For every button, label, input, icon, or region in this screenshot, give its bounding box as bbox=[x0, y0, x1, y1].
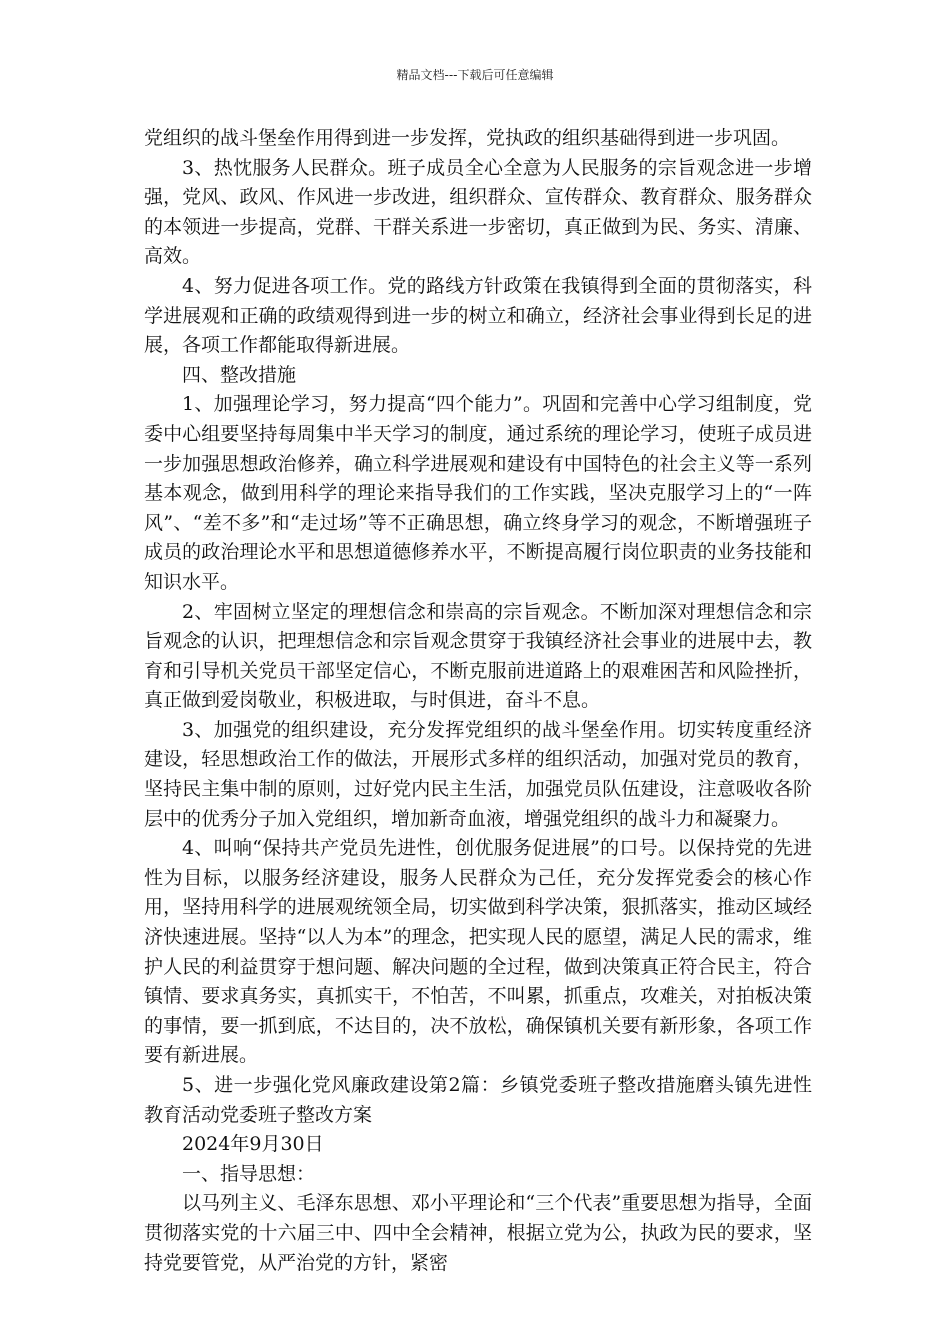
date-line: 2024年9月30日 bbox=[182, 1133, 324, 1156]
section-heading-guiding-thought: 一、指导思想： bbox=[182, 1162, 316, 1185]
paragraph-3: 4、努力促进各项工作。党的路线方针政策在我镇得到全面的贯彻落实，科学进展观和正确的政绩观得到进一步的树立和确立，经济社会事业得到长足的进展，各项工作都能取得新进展。 bbox=[144, 274, 812, 357]
paragraph-6: 2、牢固树立坚定的理想信念和崇高的宗旨观念。不断加深对理想信念和宗旨观念的认识，把理想信念和宗旨观念贯穿于我镇经济社会事业的进展中去，教育和引导机关党员干部坚定信心，不断克服前进道路上的艰难困苦和风险挫折，真正做到爱岗敬业，积极进取，与时俱进，奋斗不息。 bbox=[144, 600, 812, 712]
page-header: 精品文档---下载后可任意编辑 bbox=[396, 68, 554, 82]
paragraph-1: 党组织的战斗堡垒作用得到进一步发挥，党执政的组织基础得到进一步巩固。 bbox=[144, 127, 791, 149]
document-body bbox=[144, 124, 812, 1278]
section-heading-rectification: 四、整改措施 bbox=[182, 363, 297, 386]
paragraph-2: 3、热忱服务人民群众。班子成员全心全意为人民服务的宗旨观念进一步增强，党风、政风、作风进一步改进，组织群众、宣传群众、教育群众、服务群众的本领进一步提高，党群、干群关系进一步密切，真正做到为民、务实、清廉、高效。 bbox=[144, 156, 812, 268]
paragraph-9: 5、进一步强化党风廉政建设第2篇：乡镇党委班子整改措施磨头镇先进性教育活动党委班子整改方案 bbox=[144, 1074, 812, 1126]
paragraph-7: 3、加强党的组织建设，充分发挥党组织的战斗堡垒作用。切实转度重经济建设，轻思想政治工作的做法，开展形式多样的组织活动，加强对党员的教育，坚持民主集中制的原则，过好党内民主生活，加强党员队伍建设，注意吸收各阶层中的优秀分子加入党组织，增加新奇血液，增强党组织的战斗力和凝聚力。 bbox=[144, 718, 812, 830]
paragraph-8: 4、叫响“保持共产党员先进性，创优服务促进展”的口号。以保持党的先进性为目标，以服务经济建设，服务人民群众为己任，充分发挥党委会的核心作用，坚持用科学的进展观统领全局，切实做到科学决策，狠抓落实，推动区域经济快速进展。坚持“以人为本”的理念，把实现人民的愿望，满足人民的需求，维护人民的利益贯穿于想问题、解决问题的全过程，做到决策真正符合民主，符合镇情、要求真务实，真抓实干，不怕苦，不叫累，抓重点，攻难关，对拍板决策的事情，要一抓到底，不达目的，决不放松，确保镇机关要有新形象，各项工作要有新进展。 bbox=[144, 837, 812, 1067]
paragraph-12: 以马列主义、毛泽东思想、邓小平理论和“三个代表”重要思想为指导，全面贯彻落实党的十六届三中、四中全会精神，根据立党为公，执政为民的要求，坚持党要管党，从严治党的方针，紧密 bbox=[144, 1192, 812, 1274]
paragraph-5: 1、加强理论学习，努力提高“四个能力”。巩固和完善中心学习组制度，党委中心组要坚持每周集中半天学习的制度，通过系统的理论学习，使班子成员进一步加强思想政治修养，确立科学进展观和建设有中国特色的社会主义等一系列基本观念，做到用科学的理论来指导我们的工作实践，坚决克服学习上的“一阵风”、“差不多”和“走过场”等不正确思想，确立终身学习的观念，不断增强班子成员的政治理论水平和思想道德修养水平，不断提高履行岗位职责的业务技能和知识水平。 bbox=[144, 393, 812, 593]
